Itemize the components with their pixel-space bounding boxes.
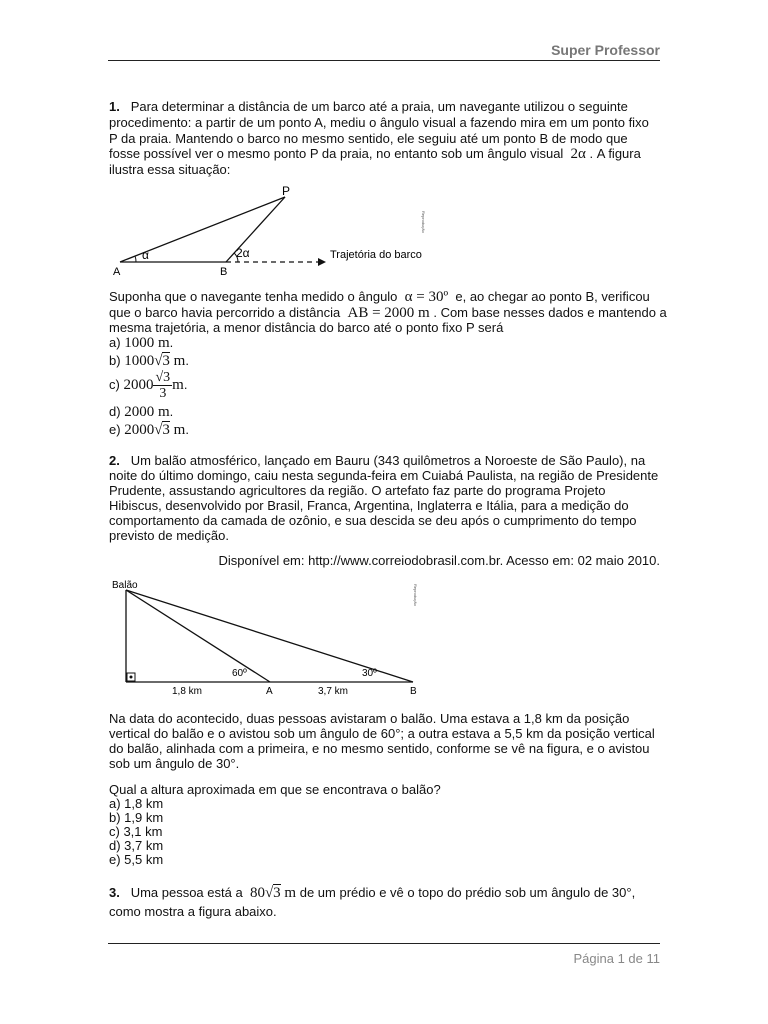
option-e-label: e) [109,422,121,437]
option-d-label: d) [109,404,121,419]
option-c-unit: m [172,376,184,393]
q1-number: 1. [109,99,120,114]
q1-text-4b: . A figura [589,146,641,161]
q2-line-6: previsto de medição. [109,528,229,543]
page-number: Página 1 de 11 [573,951,660,966]
label-b2: B [410,686,417,697]
sight-line-a [126,590,270,682]
q1-option-e [109,422,189,439]
line-bp [226,197,285,262]
q1-watermark: Reprodução [421,211,426,233]
q3-dist-pre: 80 [249,885,265,901]
label-a2: A [266,686,273,697]
option-e-rad: 3 [162,422,170,438]
option-b-unit: m [169,353,186,369]
q2-option-e: e) 5,5 km [109,852,164,867]
option-c-fraction [153,370,172,401]
q1-after-text-2: e, ao chegar ao ponto B, verificou [455,289,650,304]
q1-figure [108,185,448,280]
label-p: P [282,185,291,198]
page-footer [108,943,660,966]
label-d1: 1,8 km [172,686,203,697]
q1-after-text-3: que o barco havia percorrido a distância [109,305,341,320]
q1-option-d [109,404,173,421]
q2-line-4: Hibiscus, desenvolvido por Brasil, Franca, Argentina, Inglaterra e Itália, para a medição do [109,498,629,513]
option-e-pre: 2000 [124,422,155,438]
q1-text-4: fosse possível ver o mesmo ponto P da praia, no entanto sob um ângulo visual [109,146,564,161]
option-a-value: 1000 m [124,335,170,351]
q2-line-5: comportamento da camada de ozônio, e sua descida se deu após o cumprimento do tempo [109,513,637,528]
q1-line-2: procedimento: a partir de um ponto A, mediu o ângulo visual a fazendo mira em um ponto fixo [109,115,649,130]
q1-line-1 [109,99,628,115]
q2-option-b: b) 1,9 km [109,810,164,825]
q1-after-text-4: . Com base nesses dados e mantendo a [433,305,667,320]
q1-line-3: P da praia. Mantendo o barco no mesmo sentido, ele seguiu até um ponto B de modo que [109,131,628,146]
q1-option-a [109,335,173,352]
option-b-value: 1000√3 m [124,353,186,369]
label-d2: 3,7 km [318,686,349,697]
option-b-pre: 1000 [124,353,155,369]
q2-text-1: Um balão atmosférico, lançado em Bauru (343 quilômetros a Noroeste de São Paulo), na [130,453,646,468]
option-d-end: . [169,404,174,419]
q2-source: Disponível em: http://www.correiodobrasil.com.br. Acesso em: 02 maio 2010. [218,553,660,568]
alpha-arc [135,256,136,262]
q2-line-2: noite do último domingo, caiu nesta segunda-feira em Cuiabá Paulista, na região de Presidente [109,468,659,483]
option-c-label: c) [109,376,120,392]
q1-angle-2a: 2α [570,146,586,162]
q2-after-1: Na data do acontecido, duas pessoas avistaram o balão. Uma estava a 1,8 km da posição [109,711,630,726]
label-a: A [113,266,121,278]
label-30: 30º [362,668,377,679]
header-title: Super Professor [551,42,660,58]
q2-line-1 [109,453,645,469]
q3-post: de um prédio e vê o topo do prédio sob um ângulo de 30°, [299,885,636,900]
q1-after-3: mesma trajetória, a menor distância do barco até o ponto fixo P será [109,320,504,335]
option-a-label: a) [109,335,121,350]
q2-after-2: vertical do balão e o avistou sob um ângulo de 60°; a outra estava a 5,5 km da posição vertical [109,726,655,741]
q1-line-4 [109,146,641,163]
option-c-end: . [183,376,188,392]
q2-watermark: Reprodução [413,584,418,606]
label-alpha: α [142,248,149,262]
option-e-unit: m [169,422,186,438]
q3-distance: 80√3 m [249,885,297,901]
q2-line-3: Prudente, assustando agricultores da região. O artefato faz parte do programa Projeto [109,483,606,498]
q3-line-2: como mostra a figura abaixo. [109,904,277,919]
q2-after-3: do balão, alinhada com a primeira, e no mesmo sentido, conforme se vê na figura, e o avistou [109,741,650,756]
q3-number: 3. [109,885,120,900]
q3-pre: Uma pessoa está a [130,885,243,900]
q2-figure [108,578,438,700]
q1-option-b [109,353,189,370]
label-60: 60º [232,668,247,679]
q2-option-d: d) 3,7 km [109,838,164,853]
page-header [108,40,660,61]
q1-after-text-1: Suponha que o navegante tenha medido o ângulo [109,289,398,304]
option-c-num: √3 [155,370,171,385]
q2-after-4: sob um ângulo de 30°. [109,756,240,771]
q2-option-a: a) 1,8 km [109,796,164,811]
option-d-value: 2000 m [124,404,170,420]
q1-alpha-value: α = 30º [404,289,449,305]
option-c-pre: 2000 [123,376,154,393]
q3-dist-rad: 3 [273,885,281,901]
option-b-end: . [185,353,189,368]
q1-line-5: ilustra essa situação: [109,162,231,177]
q3-line-1 [109,885,635,902]
q1-ab-value: AB = 2000 m [347,305,430,321]
option-e-end: . [185,422,189,437]
option-e-value: 2000√3 m [124,422,186,438]
option-b-label: b) [109,353,121,368]
option-a-end: . [169,335,174,350]
option-b-rad: 3 [162,353,170,369]
arrow-head-icon [318,258,326,266]
q2-option-c: c) 3,1 km [109,824,163,839]
option-c-den: 3 [159,386,167,401]
label-two-alpha: 2α [236,246,250,260]
q2-number: 2. [109,453,120,468]
q1-after-1 [109,289,650,306]
right-angle-dot [130,676,133,679]
q1-text-1: Para determinar a distância de um barco até a praia, um navegante utilizou o seguinte [130,99,628,114]
label-trajectory: Trajetória do barco [330,249,422,261]
q2-question: Qual a altura aproximada em que se encontrava o balão? [109,782,441,797]
q1-option-c [109,370,187,401]
label-balloon: Balão [112,580,138,591]
q3-dist-unit: m [280,885,297,901]
label-b: B [220,266,228,278]
